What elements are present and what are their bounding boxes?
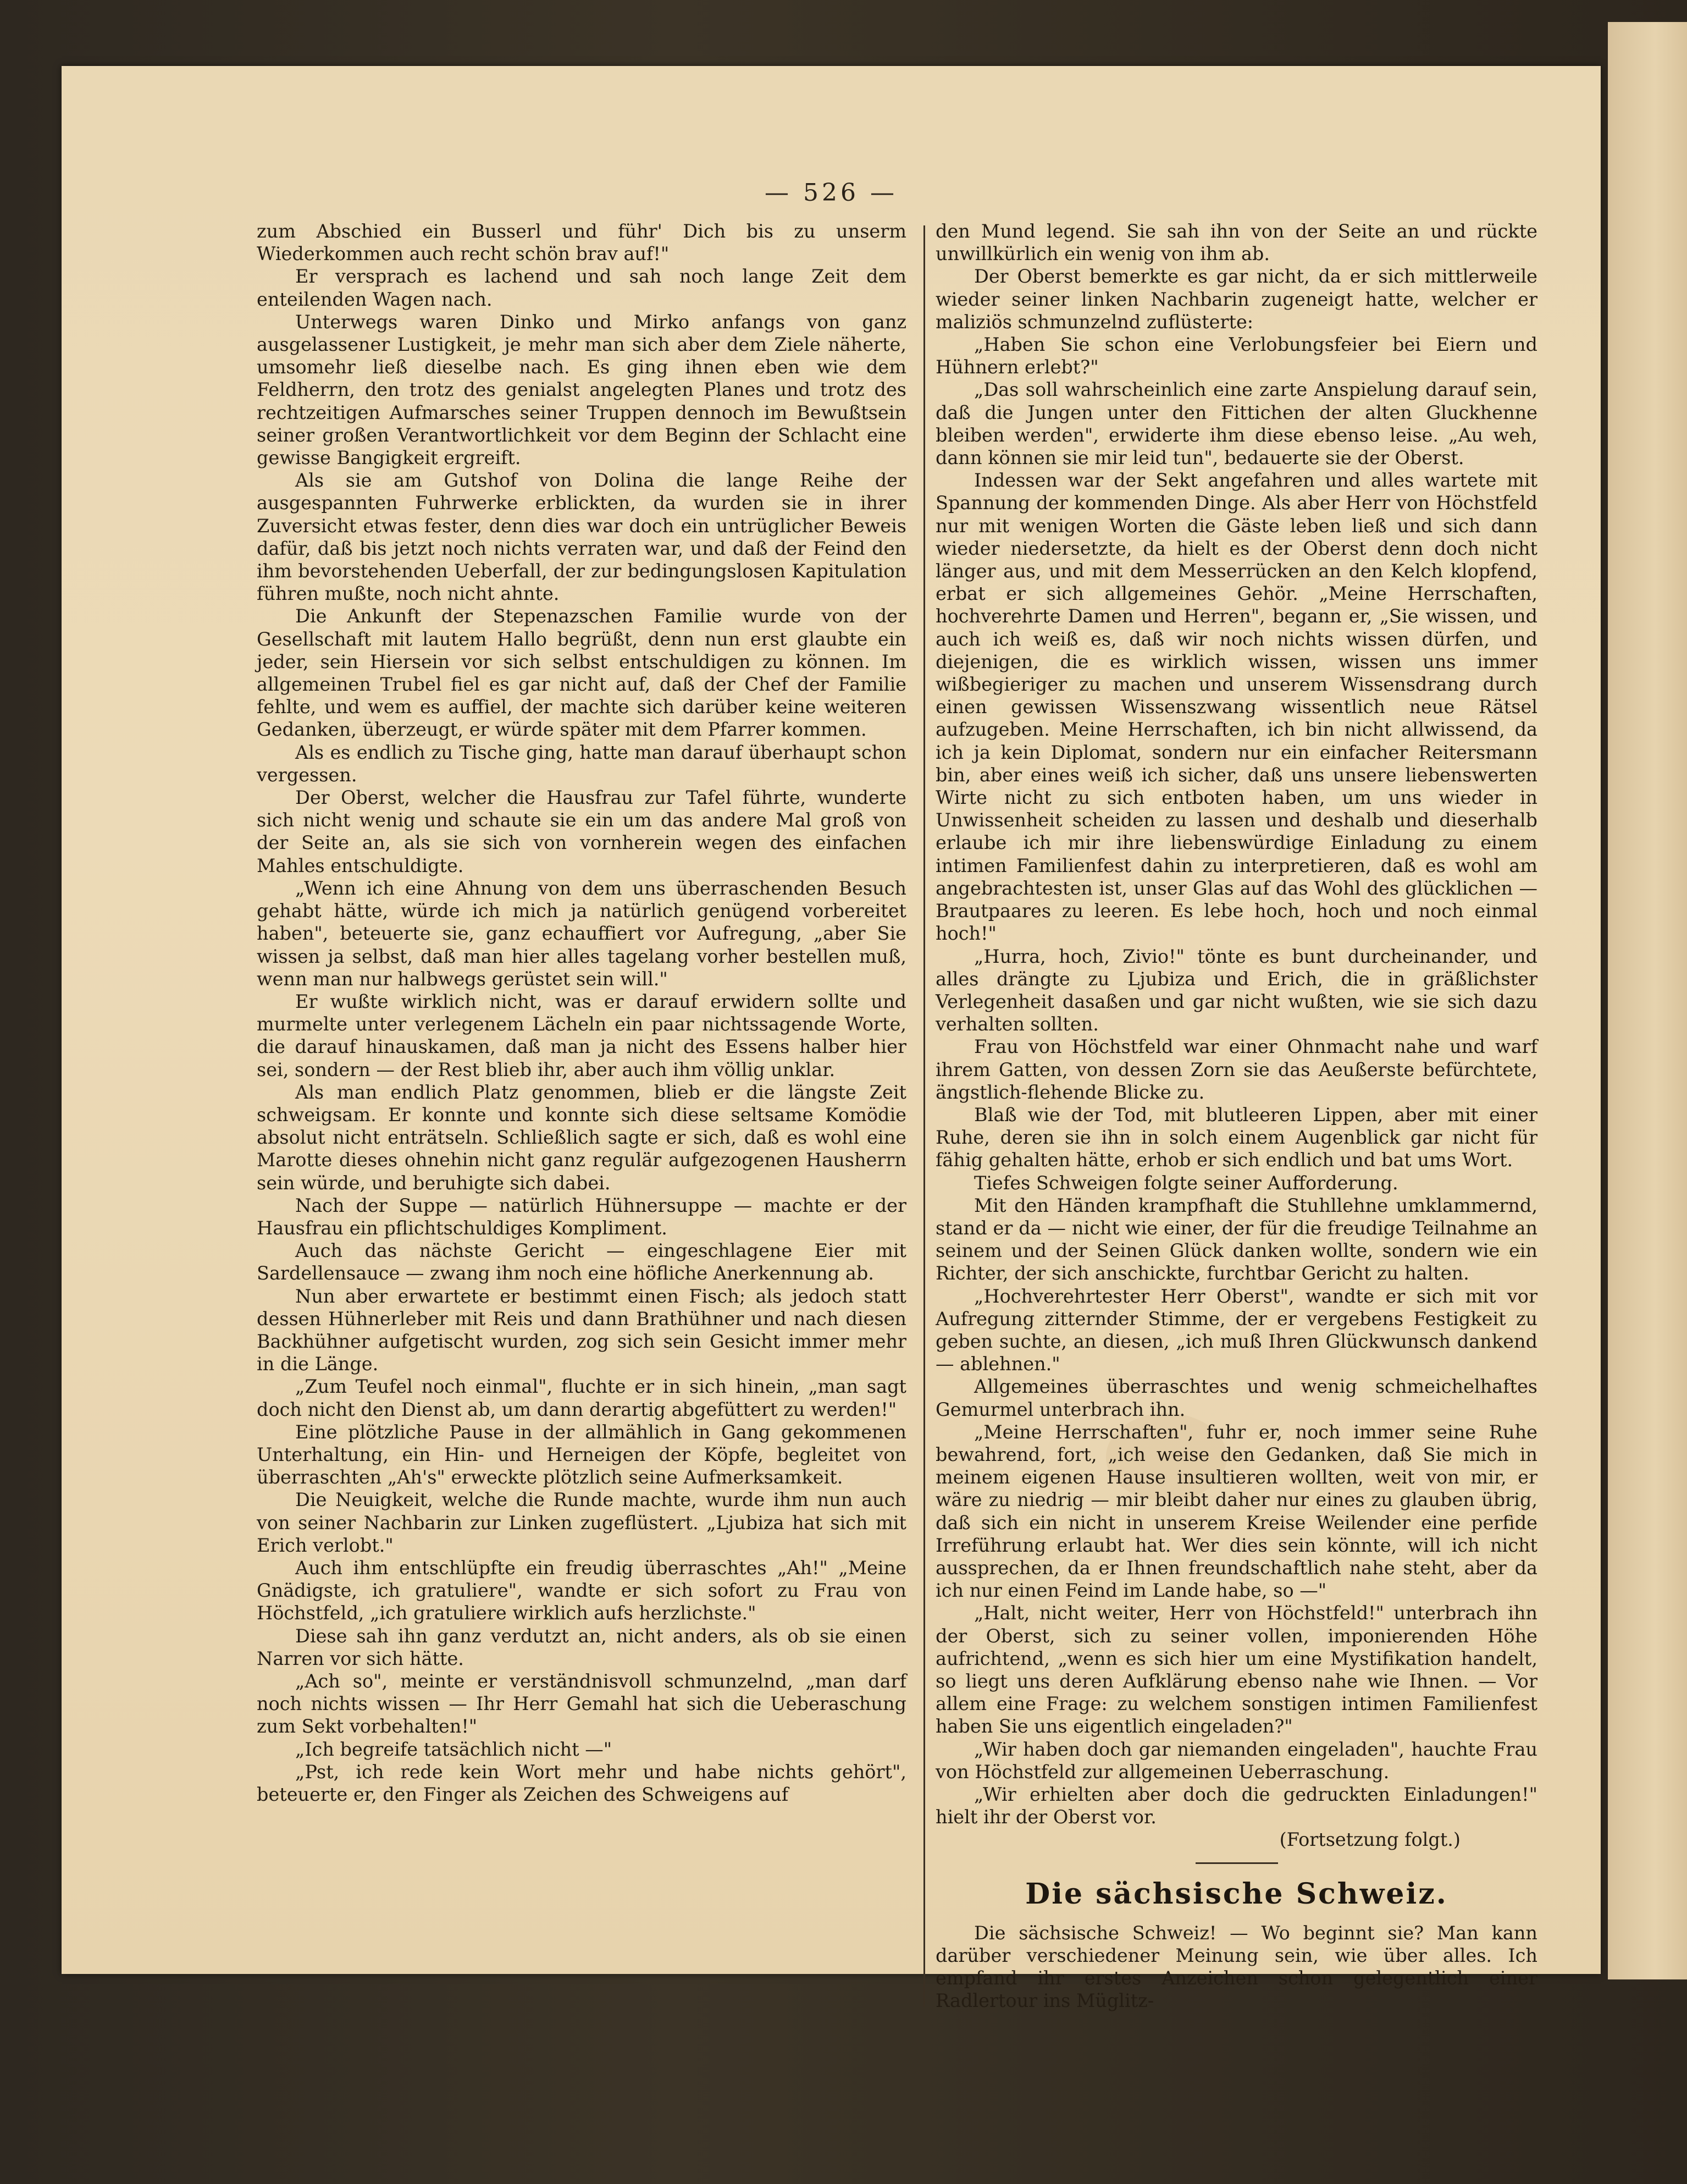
- left-column: [257, 220, 906, 1806]
- paragraph: Die sächsische Schweiz! — Wo beginnt sie? Man kann darüber verschiedener Meinung sein, wie über alles. Ich empfand ihr erstes Anzeichen schon gelegentlich einer Radlertour ins Müglitz-: [936, 1922, 1537, 2012]
- section-title: Die sächsische Schweiz.: [1025, 1877, 1448, 1911]
- paragraph: Die Neuigkeit, welche die Runde machte, wurde ihm nun auch von seiner Nachbarin zur Linken zugeflüstert. „Ljubiza hat sich mit Erich verlobt.": [257, 1489, 906, 1556]
- paragraph: Unterwegs waren Dinko und Mirko anfangs von ganz ausgelassener Lustigkeit, je mehr man sich aber dem Ziele näherte, umsomehr ließ dieselbe nach. Es ging ihnen eben wie dem Feldherrn, den trotz des genialst angelegten Planes und trotz des rechtzeitigen Aufmarsches seiner Truppen dennoch im Bewußtsein seiner großen Verantwortlichkeit vor dem Beginn der Schlacht eine gewisse Bangigkeit ergreift.: [257, 311, 906, 469]
- paragraph: Frau von Höchstfeld war einer Ohnmacht nahe und warf ihrem Gatten, von dessen Zorn sie das Aeußerste befürchtete, ängstlich-flehende Blicke zu.: [936, 1036, 1537, 1103]
- paragraph: Nun aber erwartete er bestimmt einen Fisch; als jedoch statt dessen Hühnerleber mit Reis und dann Brathühner und nach diesen Backhühner aufgetischt wurden, zog sich sein Gesicht immer mehr in die Länge.: [257, 1285, 906, 1375]
- paragraph: Tiefes Schweigen folgte seiner Aufforderung.: [974, 1172, 1398, 1194]
- paragraph: „Haben Sie schon eine Verlobungsfeier bei Eiern und Hühnern erlebt?": [936, 334, 1537, 378]
- paragraph: Der Oberst, welcher die Hausfrau zur Tafel führte, wunderte sich nicht wenig und schaute sie ein um das andere Mal groß von der Seite an, als sie sich von vornherein wegen des einfachen Mahles entschuldigte.: [257, 787, 906, 876]
- continuation-note: (Fortsetzung folgt.): [1279, 1829, 1461, 1851]
- paragraph: „Meine Herrschaften", fuhr er, noch immer seine Ruhe bewahrend, fort, „ich weise den Gedanken, daß Sie mich in meinem eigenen Hause insultieren wollten, weit von mir, er wäre zu niedrig — mir bleibt daher nur eines zu glauben übrig, daß sich ein nicht in unserem Kreise Weilender eine perfide Irreführung erlaubt hat. Wer dies sein könnte, will ich nicht aussprechen, da er Ihnen freundschaftlich nahe steht, aber da ich nur einen Feind im Lande habe, so —": [936, 1421, 1537, 1602]
- paragraph: Als sie am Gutshof von Dolina die lange Reihe der ausgespannten Fuhrwerke erblickten, da wurden sie in ihrer Zuversicht etwas fester, denn dies war doch ein untrüglicher Beweis dafür, daß bis jetzt noch nichts verraten war, und daß der Feind den ihm bevorstehenden Ueberfall, der zur bedingungslosen Kapitulation führen mußte, noch nicht ahnte.: [257, 470, 906, 605]
- paragraph: „Hurra, hoch, Zivio!" tönte es bunt durcheinander, und alles drängte zu Ljubiza und Erich, die in gräßlichster Verlegenheit dasaßen und gar nicht wußten, wie sie sich dazu verhalten sollten.: [936, 945, 1537, 1035]
- paragraph: „Wir haben doch gar niemanden eingeladen", hauchte Frau von Höchstfeld zur allgemeinen Ueberraschung.: [936, 1738, 1537, 1783]
- paragraph: Der Oberst bemerkte es gar nicht, da er sich mittlerweile wieder seiner linken Nachbarin zugeneigt hatte, welcher er maliziös schmunzelnd zuflüsterte:: [936, 266, 1537, 333]
- paragraph: „Halt, nicht weiter, Herr von Höchstfeld!" unterbrach ihn der Oberst, sich zu seiner vollen, imponierenden Höhe aufrichtend, „wenn es sich hier um eine Mystifikation handelt, so liegt uns deren Aufklärung ebenso nahe wie Ihnen. — Vor allem eine Frage: zu welchem sonstigen intimen Familienfest haben Sie uns eigentlich eingeladen?": [936, 1602, 1537, 1738]
- section-divider: [1196, 1862, 1278, 1864]
- page-number: — 526 —: [765, 179, 898, 207]
- newspaper-page: [62, 66, 1601, 2012]
- section-body: [936, 1922, 1537, 2012]
- paragraph: Mit den Händen krampfhaft die Stuhllehne umklammernd, stand er da — nicht wie einer, der für die freudige Teilnahme an seinem und der Seinen Glück danken wollte, sondern wie ein Richter, der sich anschickte, furchtbar Gericht zu halten.: [936, 1194, 1537, 1284]
- paragraph: Nach der Suppe — natürlich Hühnersuppe — machte er der Hausfrau ein pflichtschuldiges Kompliment.: [257, 1194, 906, 1239]
- paragraph: Blaß wie der Tod, mit blutleeren Lippen, aber mit einer Ruhe, deren sie ihn in solch einem Augenblick gar nicht für fähig gehalten hätte, erhob er sich endlich und bat ums Wort.: [936, 1104, 1537, 1171]
- paragraph: „Ich begreife tatsächlich nicht —": [295, 1738, 612, 1760]
- paragraph: „Hochverehrtester Herr Oberst", wandte er sich mit vor Aufregung zitternder Stimme, der er vergebens Festigkeit zu geben suchte, an diesen, „ich muß Ihren Glückwunsch dankend — ablehnen.": [936, 1285, 1537, 1375]
- paragraph: „Wir erhielten aber doch die gedruckten Einladungen!" hielt ihr der Oberst vor.: [936, 1784, 1537, 1828]
- paragraph: den Mund legend. Sie sah ihn von der Seite an und rückte unwillkürlich ein wenig von ihm ab.: [936, 220, 1537, 265]
- right-column-story: [936, 220, 1537, 1828]
- paragraph: „Ach so", meinte er verständnisvoll schmunzelnd, „man darf noch nichts wissen — Ihr Herr Gemahl hat sich die Ueberaschung zum Sekt vorbehalten!": [257, 1670, 906, 1738]
- paragraph: Allgemeines überraschtes und wenig schmeichelhaftes Gemurmel unterbrach ihn.: [936, 1376, 1537, 1420]
- paragraph: Indessen war der Sekt angefahren und alles wartete mit Spannung der kommenden Dinge. Als aber Herr von Höchstfeld nur mit wenigen Worten die Gäste leben ließ und sich dann wieder niedersetzte, da hielt es der Oberst denn doch nicht länger aus, und mit dem Messerrücken an den Kelch klopfend, erbat er sich allgemeines Gehör. „Meine Herrschaften, hochverehrte Damen und Herren", begann er, „Sie wissen, und auch ich weiß es, daß wir noch nichts wissen dürfen, und diejenigen, die es wirklich wissen, wissen uns immer wißbegieriger zu machen und unserem Wissensdrang durch einen gewissen Wissenszwang wissentlich neue Rätsel aufzugeben. Meine Herrschaften, ich bin nicht allwissend, da ich ja kein Diplomat, sondern nur ein einfacher Reitersmann bin, aber eines weiß ich sicher, daß uns unsere liebenswerten Wirte nicht zu sich entboten haben, um uns wieder in Unwissenheit scheiden zu lassen und deshalb und dieserhalb erlaube ich mir ihre liebenswürdige Einladung zu einem intimen Familienfest dahin zu interpretieren, daß es wohl am angebrachtesten ist, unser Glas auf das Wohl des glücklichen — Brautpaares zu leeren. Es lebe hoch, hoch und noch einmal hoch!": [936, 470, 1537, 945]
- paragraph: zum Abschied ein Busserl und führ' Dich bis zu unserm Wiederkommen auch recht schön brav auf!": [257, 220, 906, 265]
- paragraph: „Zum Teufel noch einmal", fluchte er in sich hinein, „man sagt doch nicht den Dienst ab, um dann derartig abgefüttert zu werden!": [257, 1376, 906, 1420]
- paragraph: Als es endlich zu Tische ging, hatte man darauf überhaupt schon vergessen.: [257, 741, 906, 786]
- paragraph: Diese sah ihn ganz verdutzt an, nicht anders, als ob sie einen Narren vor sich hätte.: [257, 1625, 906, 1669]
- paragraph: „Wenn ich eine Ahnung von dem uns überraschenden Besuch gehabt hätte, würde ich mich ja natürlich genügend vorbereitet haben", beteuerte sie, ganz echauffiert vor Aufregung, „aber Sie wissen ja selbst, daß man hier alles tagelang vorher bestellen muß, wenn man nur halbwegs gerüstet sein will.": [257, 877, 906, 990]
- paragraph: Eine plötzliche Pause in der allmählich in Gang gekommenen Unterhaltung, ein Hin- und Herneigen der Köpfe, begleitet von überraschten „Ah's" erweckte plötzlich seine Aufmerksamkeit.: [257, 1421, 906, 1488]
- paragraph: Als man endlich Platz genommen, blieb er die längste Zeit schweigsam. Er konnte und konnte sich diese seltsame Komödie absolut nicht enträtseln. Schließlich sagte er sich, daß es wohl eine Marotte dieses ohnehin nicht ganz regulär aufgezogenen Hausherrn sein würde, und beruhigte sich dabei.: [257, 1081, 906, 1194]
- paragraph: Auch das nächste Gericht — eingeschlagene Eier mit Sardellensauce — zwang ihm noch eine höfliche Anerkennung ab.: [257, 1240, 906, 1284]
- paragraph: „Pst, ich rede kein Wort mehr und habe nichts gehört", beteuerte er, den Finger als Zeichen des Schweigens auf: [257, 1761, 906, 1806]
- adjacent-page-edge: [1608, 22, 1687, 1979]
- paragraph: „Das soll wahrscheinlich eine zarte Anspielung darauf sein, daß die Jungen unter den Fittichen der alten Gluckhenne bleiben werden", erwiderte ihm diese ebenso leise. „Au weh, dann können sie mir leid tun", bedauerte sie der Oberst.: [936, 379, 1537, 469]
- column-divider: [923, 225, 925, 2007]
- right-column: [936, 220, 1537, 2012]
- paragraph: Auch ihm entschlüpfte ein freudig überraschtes „Ah!" „Meine Gnädigste, ich gratuliere", wandte er sich sofort zu Frau von Höchstfeld, „ich gratuliere wirklich aufs herzlichste.": [257, 1557, 906, 1624]
- paragraph: Er wußte wirklich nicht, was er darauf erwidern sollte und murmelte unter verlegenem Lächeln ein paar nichtssagende Worte, die darauf hinauskamen, daß man ja nicht des Essens halber hier sei, sondern — der Rest blieb ihr, aber auch ihm völlig unklar.: [257, 990, 906, 1080]
- paragraph: Die Ankunft der Stepenazschen Familie wurde von der Gesellschaft mit lautem Hallo begrüßt, denn nun erst glaubte ein jeder, sein Hiersein vor sich selbst entschuldigen zu können. Im allgemeinen Trubel fiel es gar nicht auf, daß der Chef der Familie fehlte, und wem es auffiel, der machte sich darüber keine weiteren Gedanken, überzeugt, er würde später mit dem Pfarrer kommen.: [257, 605, 906, 741]
- paragraph: Er versprach es lachend und sah noch lange Zeit dem enteilenden Wagen nach.: [257, 266, 906, 310]
